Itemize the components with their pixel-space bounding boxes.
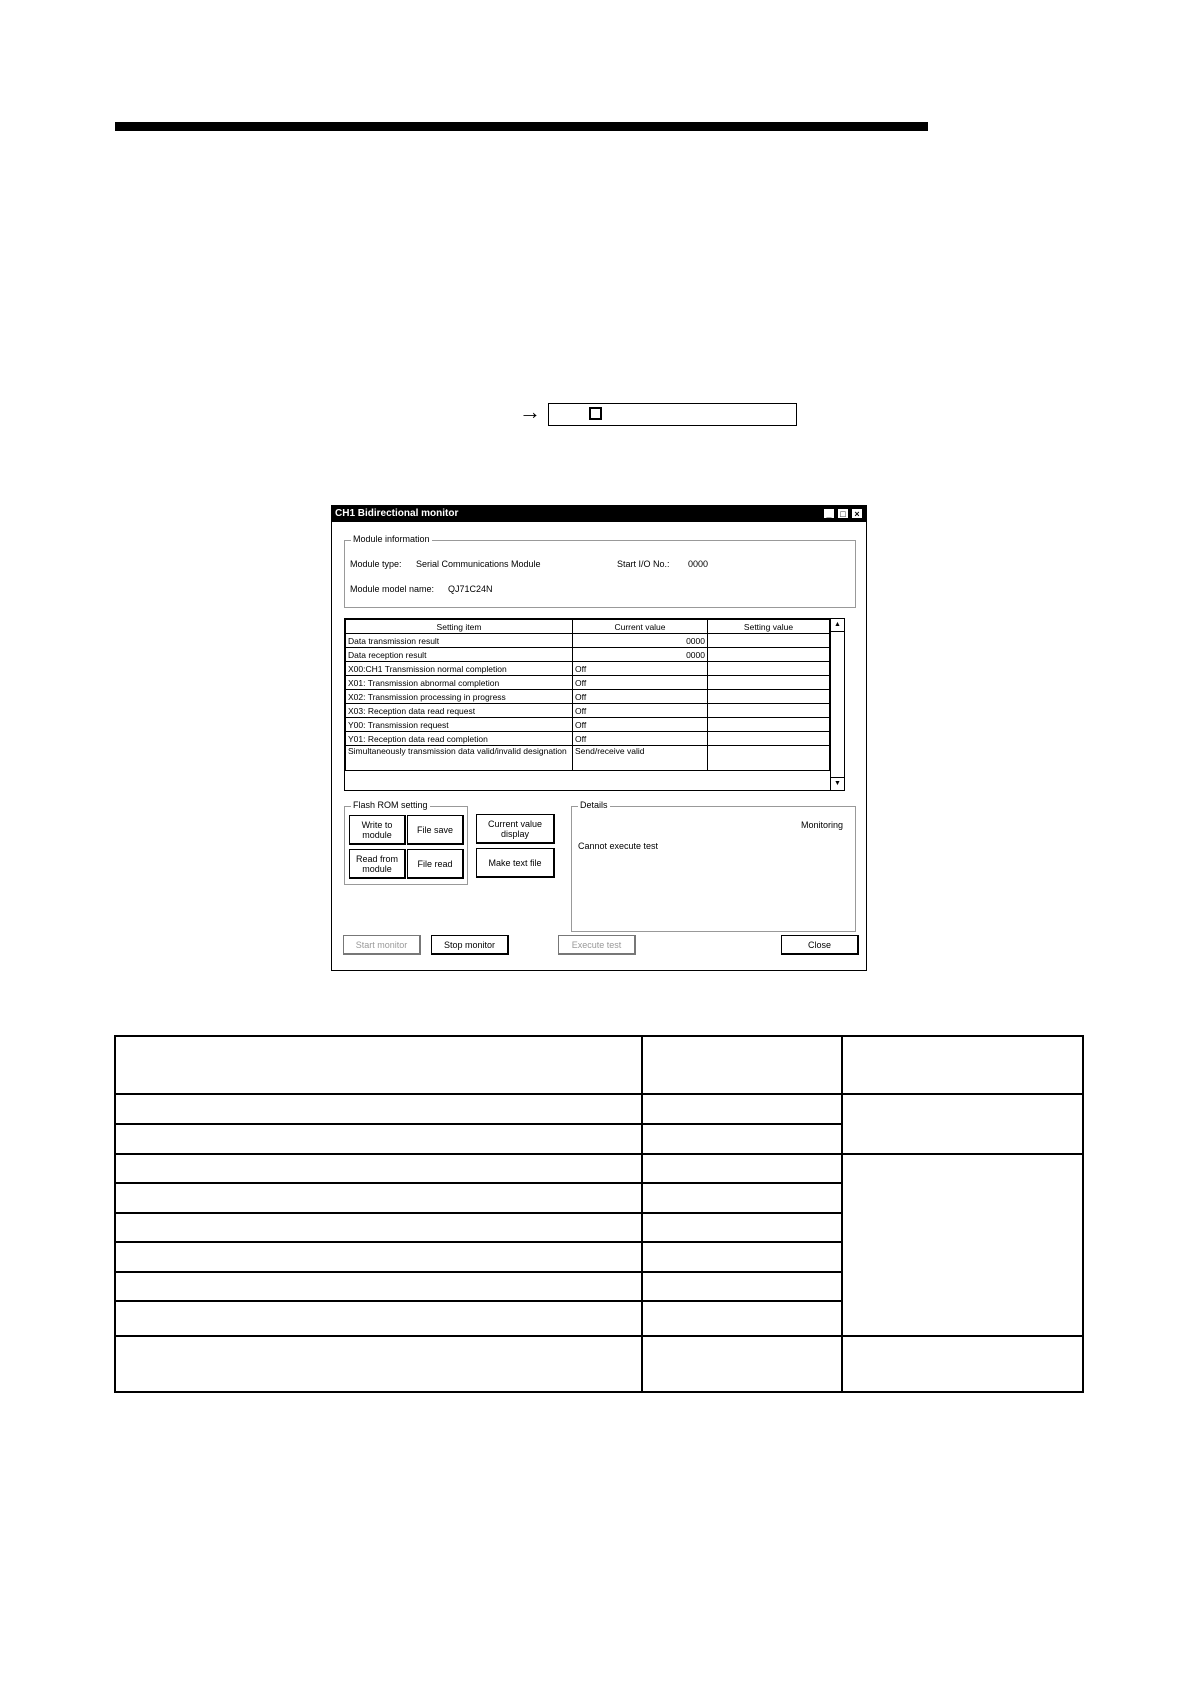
current-value-display-button[interactable]: Current value display [476,814,555,844]
module-information-group [344,534,856,608]
table-divider [116,1271,843,1273]
row-item: Data transmission result [346,634,573,648]
table-divider [116,1093,1082,1095]
row-setting[interactable] [708,690,830,704]
row-current: Send/receive valid [573,746,708,771]
header-rule [115,122,928,131]
table-divider [116,1335,1082,1337]
row-current: Off [573,732,708,746]
row-setting[interactable] [708,746,830,771]
model-name-label: Module model name: [350,584,435,594]
row-current: Off [573,676,708,690]
table-row[interactable] [346,746,830,771]
row-setting[interactable] [708,704,830,718]
table-divider [841,1037,843,1391]
row-setting[interactable] [708,634,830,648]
start-io-value: 0000 [688,559,709,569]
flash-rom-legend: Flash ROM setting [353,800,428,810]
row-setting[interactable] [708,732,830,746]
row-item: Simultaneously transmission data valid/invalid designation [346,746,573,771]
table-row[interactable] [346,690,830,704]
row-current: Off [573,704,708,718]
row-item: X03: Reception data read request [346,704,573,718]
table-divider [116,1182,843,1184]
table-divider [116,1123,843,1125]
square-icon [589,407,602,420]
module-type-label: Module type: [350,559,402,569]
make-text-file-button[interactable]: Make text file [476,848,555,878]
row-item: X00:CH1 Transmission normal completion [346,662,573,676]
execute-test-button[interactable]: Execute test [558,935,636,955]
minimize-button[interactable]: _ [823,508,835,519]
table-row[interactable] [346,676,830,690]
dialog-title: CH1 Bidirectional monitor [335,508,459,519]
flash-rom-group [344,800,468,885]
reference-box [548,403,797,426]
arrow-icon: → [519,399,541,424]
vertical-scrollbar[interactable] [830,619,844,790]
table-divider [116,1241,843,1243]
monitor-grid[interactable] [344,618,845,791]
row-setting[interactable] [708,662,830,676]
row-setting[interactable] [708,676,830,690]
table-row[interactable] [346,662,830,676]
reference-table [114,1035,1084,1393]
close-window-button[interactable]: × [851,508,863,519]
start-monitor-button[interactable]: Start monitor [343,935,421,955]
table-divider [641,1037,643,1391]
row-current: Off [573,690,708,704]
details-group [571,800,856,932]
file-read-button[interactable]: File read [407,849,464,879]
row-current: Off [573,662,708,676]
details-legend: Details [580,800,608,810]
table-row[interactable] [346,718,830,732]
write-to-module-button[interactable]: Write to module [349,815,406,845]
details-status: Monitoring [800,820,843,830]
scroll-down-icon[interactable]: ▼ [831,777,844,790]
row-item: X01: Transmission abnormal completion [346,676,573,690]
scroll-up-icon[interactable]: ▲ [831,619,844,632]
maximize-button[interactable]: □ [837,508,849,519]
row-current: 0000 [573,634,708,648]
row-item: Data reception result [346,648,573,662]
stop-monitor-button[interactable]: Stop monitor [431,935,509,955]
header-current-value: Current value [573,620,708,634]
table-divider [116,1153,1082,1155]
row-setting[interactable] [708,718,830,732]
bidirectional-monitor-dialog [331,505,867,971]
details-message: Cannot execute test [578,841,659,851]
module-type-value: Serial Communications Module [416,559,541,569]
table-row[interactable] [346,732,830,746]
read-from-module-button[interactable]: Read from module [349,849,406,879]
title-bar [332,506,866,522]
row-setting[interactable] [708,648,830,662]
row-item: Y00: Transmission request [346,718,573,732]
table-row[interactable] [346,648,830,662]
module-information-legend: Module information [353,534,430,544]
table-divider [116,1300,843,1302]
header-setting-value: Setting value [708,620,830,634]
row-current: 0000 [573,648,708,662]
model-name-value: QJ71C24N [448,584,493,594]
file-save-button[interactable]: File save [407,815,464,845]
table-row[interactable] [346,634,830,648]
row-item: Y01: Reception data read completion [346,732,573,746]
table-divider [116,1212,843,1214]
row-current: Off [573,718,708,732]
header-setting-item: Setting item [346,620,573,634]
close-button[interactable]: Close [781,935,859,955]
start-io-label: Start I/O No.: [617,559,670,569]
table-row[interactable] [346,704,830,718]
row-item: X02: Transmission processing in progress [346,690,573,704]
